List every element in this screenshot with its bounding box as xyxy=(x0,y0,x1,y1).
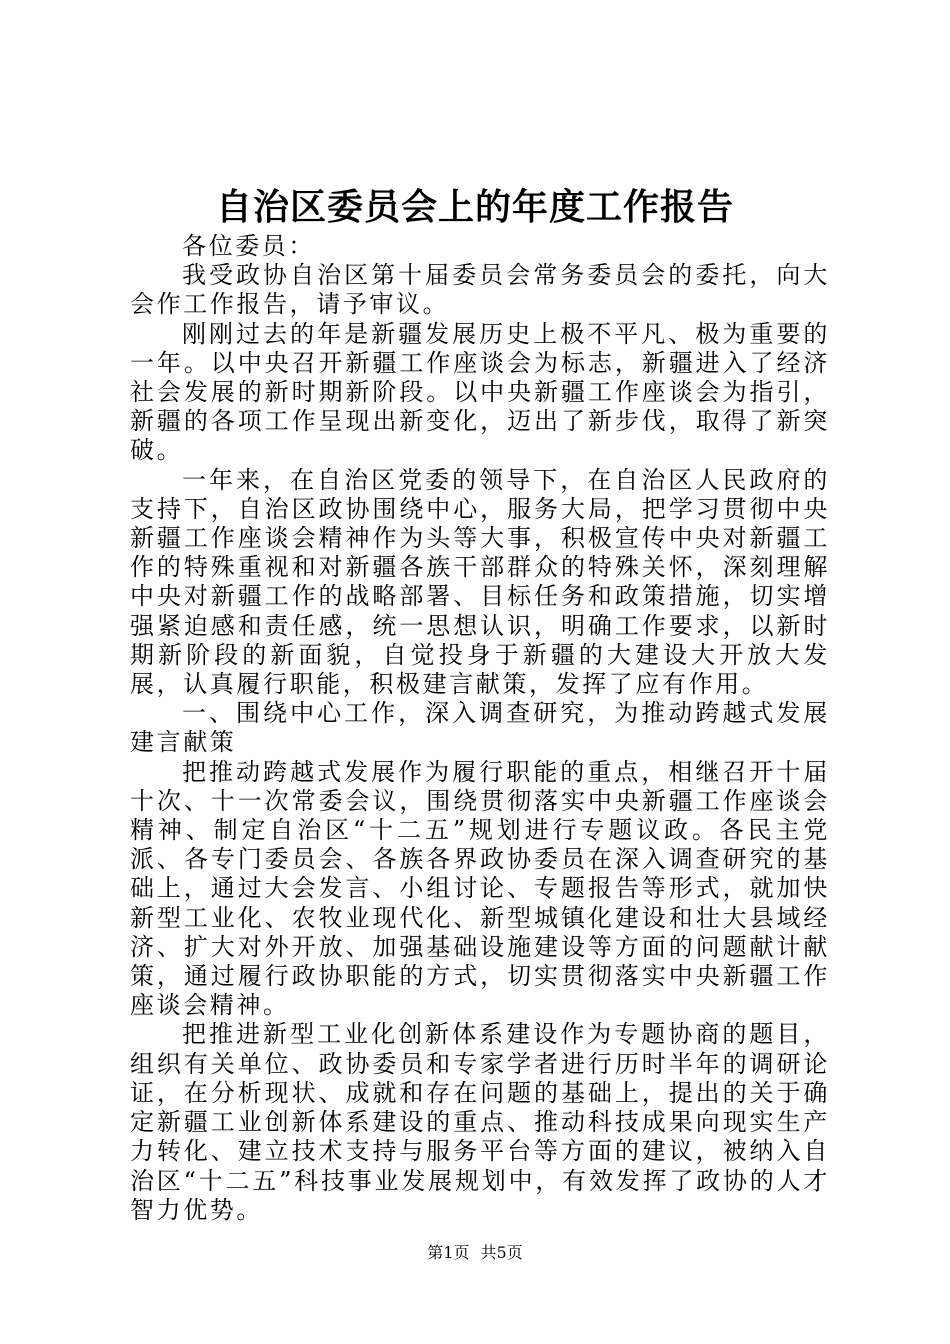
page-number: 第1页 xyxy=(427,1243,470,1262)
page-footer xyxy=(0,1243,950,1263)
document-body xyxy=(130,232,830,1225)
document-title: 自治区委员会上的年度工作报告 xyxy=(215,187,734,228)
paragraph: 一年来，在自治区党委的领导下，在自治区人民政府的支持下，自治区政协围绕中心，服务大局，把学习贯彻中央新疆工作座谈会精神作为头等大事，积极宣传中央对新疆工作的特殊重视和对新疆各族干部群众的特殊关怀，深刻理解中央对新疆工作的战略部署、目标任务和政策措施，切实增强紧迫感和责任感，统一思想认识，明确工作要求，以新时期新阶段的新面貌，自觉投身于新疆的大建设大开放大发展，认真履行职能，积极建言献策，发挥了应有作用。 xyxy=(130,465,830,699)
paragraph: 把推进新型工业化创新体系建设作为专题协商的题目，组织有关单位、政协委员和专家学者进行历时半年的调研论证，在分析现状、成就和存在问题的基础上，提出的关于确定新疆工业创新体系建设的重点、推动科技成果向现实生产力转化、建立技术支持与服务平台等方面的建议，被纳入自治区“十二五”科技事业发展规划中，有效发挥了政协的人才智力优势。 xyxy=(130,1020,830,1224)
paragraph: 刚刚过去的年是新疆发展历史上极不平凡、极为重要的一年。以中央召开新疆工作座谈会为标志，新疆进入了经济社会发展的新时期新阶段。以中央新疆工作座谈会为指引，新疆的各项工作呈现出新变化，迈出了新步伐，取得了新突破。 xyxy=(130,319,830,465)
salutation: 各位委员： xyxy=(182,232,315,260)
paragraph: 我受政协自治区第十届委员会常务委员会的委托，向大会作工作报告，请予审议。 xyxy=(130,261,830,319)
section-heading: 一、围绕中心工作，深入调查研究，为推动跨越式发展建言献策 xyxy=(130,699,830,757)
paragraph: 把推动跨越式发展作为履行职能的重点，相继召开十届十次、十一次常委会议，围绕贯彻落实中央新疆工作座谈会精神、制定自治区“十二五”规划进行专题议政。各民主党派、各专门委员会、各族各界政协委员在深入调查研究的基础上，通过大会发言、小组讨论、专题报告等形式，就加快新型工业化、农牧业现代化、新型城镇化建设和壮大县域经济、扩大对外开放、加强基础设施建设等方面的问题献计献策，通过履行政协职能的方式，切实贯彻落实中央新疆工作座谈会精神。 xyxy=(130,757,830,1020)
page-total: 共5页 xyxy=(480,1243,523,1262)
